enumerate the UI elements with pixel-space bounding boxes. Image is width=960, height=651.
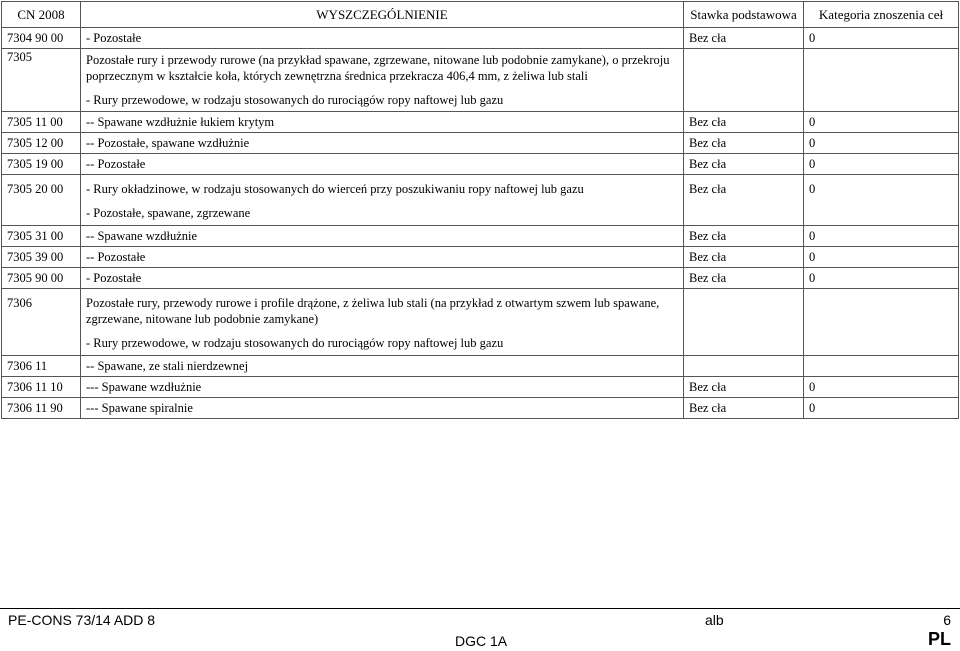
cn-code: 7305 12 00 bbox=[2, 133, 81, 154]
category: 0 bbox=[804, 154, 959, 175]
description: Pozostałe rury i przewody rurowe (na przykład spawane, zgrzewane, nitowane lub podobnie zamykane), o przekroju poprzecznym w kształcie koła, których zewnętrzna średnica przekracza 406,4 mm, z żeliwa lub stali bbox=[86, 53, 670, 83]
category bbox=[804, 289, 959, 356]
cn-code: 7305 39 00 bbox=[2, 247, 81, 268]
category: 0 bbox=[804, 175, 959, 226]
description-cell bbox=[81, 175, 684, 226]
page-footer bbox=[0, 608, 960, 651]
table-row bbox=[2, 154, 959, 175]
table-row bbox=[2, 398, 959, 419]
description: - Pozostałe bbox=[81, 28, 684, 49]
description: - Rury okładzinowe, w rodzaju stosowanych do wierceń przy poszukiwaniu ropy naftowej lub gazu bbox=[86, 182, 584, 196]
table-row bbox=[2, 247, 959, 268]
tariff-table bbox=[1, 1, 959, 419]
table-row bbox=[2, 356, 959, 377]
header-rate: Stawka podstawowa bbox=[684, 2, 804, 28]
table-row bbox=[2, 268, 959, 289]
header-code: CN 2008 bbox=[2, 2, 81, 28]
rate: Bez cła bbox=[684, 28, 804, 49]
sub-description: - Rury przewodowe, w rodzaju stosowanych do rurociągów ropy naftowej lub gazu bbox=[86, 336, 504, 350]
category bbox=[804, 356, 959, 377]
footer-dg: DGC 1A bbox=[455, 633, 508, 649]
description: -- Pozostałe, spawane wzdłużnie bbox=[81, 133, 684, 154]
table-row bbox=[2, 175, 959, 226]
language-code: PL bbox=[927, 629, 951, 649]
category: 0 bbox=[804, 28, 959, 49]
rate: Bez cła bbox=[684, 112, 804, 133]
rate bbox=[684, 49, 804, 112]
rate: Bez cła bbox=[684, 268, 804, 289]
category: 0 bbox=[804, 133, 959, 154]
description: --- Spawane wzdłużnie bbox=[81, 377, 684, 398]
rate: Bez cła bbox=[684, 377, 804, 398]
sub-description: - Pozostałe, spawane, zgrzewane bbox=[86, 206, 251, 220]
page-number: 6 bbox=[943, 612, 951, 628]
table-header-row bbox=[2, 2, 959, 28]
category: 0 bbox=[804, 112, 959, 133]
rate: Bez cła bbox=[684, 154, 804, 175]
sub-description: - Rury przewodowe, w rodzaju stosowanych do rurociągów ropy naftowej lub gazu bbox=[86, 93, 504, 107]
rate: Bez cła bbox=[684, 398, 804, 419]
category: 0 bbox=[804, 377, 959, 398]
rate: Bez cła bbox=[684, 133, 804, 154]
document-reference: PE-CONS 73/14 ADD 8 bbox=[8, 612, 156, 628]
table-row bbox=[2, 377, 959, 398]
footer-initials: alb bbox=[705, 612, 724, 628]
table-row bbox=[2, 226, 959, 247]
description: -- Pozostałe bbox=[81, 247, 684, 268]
description-cell bbox=[81, 49, 684, 112]
table-row bbox=[2, 133, 959, 154]
category bbox=[804, 49, 959, 112]
table-row bbox=[2, 112, 959, 133]
header-description: WYSZCZEGÓLNIENIE bbox=[81, 2, 684, 28]
description-cell bbox=[81, 289, 684, 356]
cn-code: 7306 11 10 bbox=[2, 377, 81, 398]
description: -- Pozostałe bbox=[81, 154, 684, 175]
description: -- Spawane wzdłużnie łukiem krytym bbox=[81, 112, 684, 133]
cn-code: 7305 11 00 bbox=[2, 112, 81, 133]
category: 0 bbox=[804, 226, 959, 247]
cn-code: 7306 11 90 bbox=[2, 398, 81, 419]
cn-code: 7304 90 00 bbox=[2, 28, 81, 49]
cn-code: 7305 20 00 bbox=[2, 175, 81, 226]
category: 0 bbox=[804, 268, 959, 289]
rate: Bez cła bbox=[684, 226, 804, 247]
table-row bbox=[2, 28, 959, 49]
description: - Pozostałe bbox=[81, 268, 684, 289]
rate: Bez cła bbox=[684, 247, 804, 268]
category: 0 bbox=[804, 247, 959, 268]
rate bbox=[684, 289, 804, 356]
description: -- Spawane, ze stali nierdzewnej bbox=[81, 356, 684, 377]
description: Pozostałe rury, przewody rurowe i profile drążone, z żeliwa lub stali (na przykład z otwartym szwem lub spawane, zgrzewane, nitowane lub podobnie zamykane) bbox=[86, 296, 660, 326]
table-row bbox=[2, 289, 959, 356]
cn-code: 7306 bbox=[2, 289, 81, 356]
header-category: Kategoria znoszenia ceł bbox=[804, 2, 959, 28]
cn-code: 7305 90 00 bbox=[2, 268, 81, 289]
cn-code: 7306 11 bbox=[2, 356, 81, 377]
description: --- Spawane spiralnie bbox=[81, 398, 684, 419]
cn-code: 7305 19 00 bbox=[2, 154, 81, 175]
cn-code: 7305 31 00 bbox=[2, 226, 81, 247]
description: -- Spawane wzdłużnie bbox=[81, 226, 684, 247]
rate bbox=[684, 356, 804, 377]
rate: Bez cła bbox=[684, 175, 804, 226]
table-row bbox=[2, 49, 959, 112]
category: 0 bbox=[804, 398, 959, 419]
cn-code: 7305 bbox=[2, 49, 81, 112]
